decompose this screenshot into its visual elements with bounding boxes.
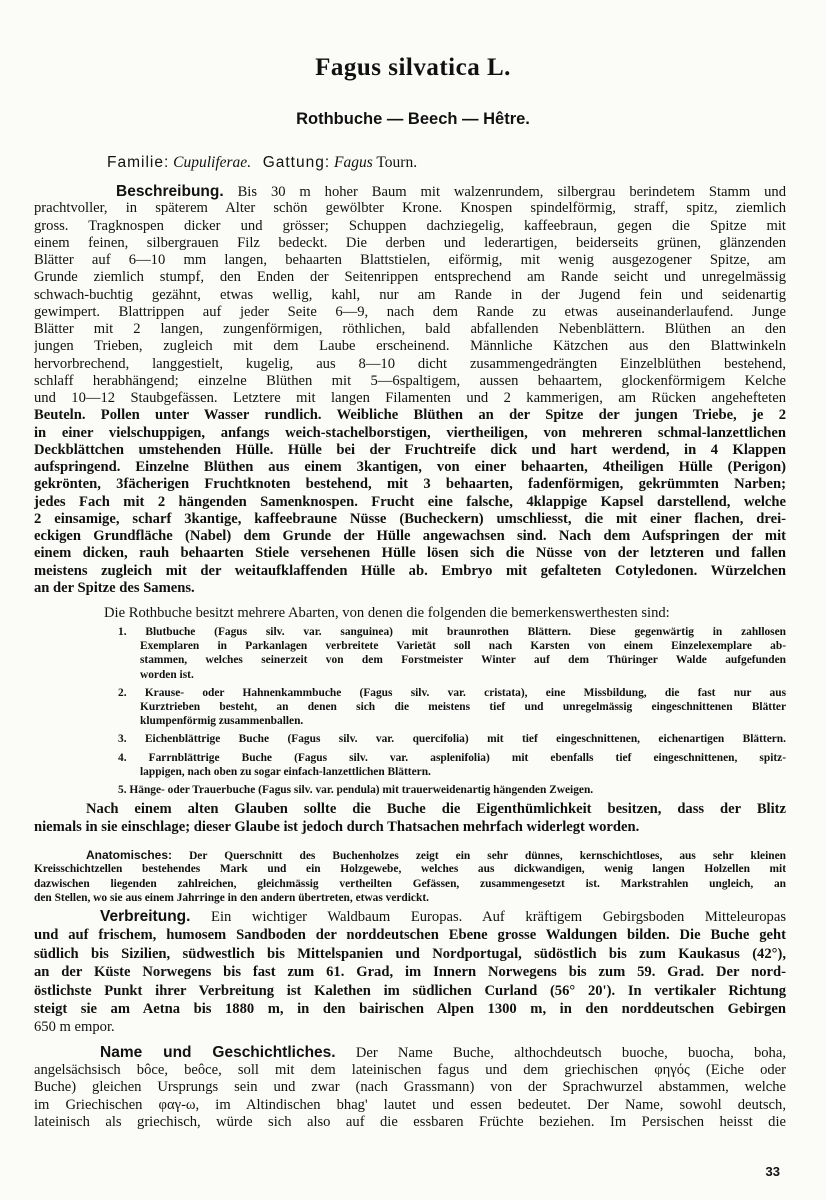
variety-item [118, 686, 786, 729]
genus-value: Fagus [334, 154, 373, 171]
anatomy-line: Kreisschichtzellen bestehendes Mark und ein Holzgewebe, welches aus dickwandigen, wenig langen Holzellen mit [34, 863, 786, 876]
page-number: 33 [765, 1164, 780, 1179]
variety-line: 2. Krause- oder Hahnenkammbuche (Fagus silv. var. cristata), eine Missbildung, die fast nur aus [118, 686, 786, 699]
genus-author: Tourn. [376, 154, 418, 171]
description-line: Blätter mit 2 langen, zungenförmigen, röthlichen, bald abfallenden Nebenblättern. Blüthen an den [34, 321, 786, 337]
description-line: schlaff herabhängend; einzelne Blüthen mit 5—6spaltigem, aussen behaartem, glockenförmigem Kelche [34, 372, 786, 389]
variety-line: 3. Eichenblättrige Buche (Fagus silv. var. quercifolia) mit tief eingeschnittenen, eichenartigen Blättern. [118, 733, 786, 746]
distribution-line: Verbreitung. Ein wichtiger Waldbaum Europas. Auf kräftigem Gebirgsboden Mitteleuropas [100, 908, 786, 925]
variety-item [118, 732, 786, 746]
anatomy-heading: Anatomisches: [86, 848, 173, 862]
history-line: Buche) gleichen Ursprungs sein und zwar (nach Grassmann) von der Sprachwurzel abstammen, welche [34, 1079, 786, 1096]
history-line: im Griechischen φαγ-ω, im Altindischen bhag' lautet und essen bedeutet. Der Name, sowohl deutsch, [34, 1096, 786, 1113]
description-line: eckigen Grundfläche (Nabel) dem Grunde der Hülle angewachsen sind. Nach dem Aufspringen der mit [34, 528, 786, 544]
common-names: Rothbuche — Beech — Hêtre. [296, 110, 530, 128]
description-line: hervorbrechend, langgestielt, kugelig, aus 8—10 dicht zusammengedrängten Einzelblüthen bestehend, [34, 355, 786, 372]
belief-line: niemals in sie einschlage; dieser Glaube ist jedoch durch Thatsachen mehrfach widerlegt worden. [34, 819, 640, 835]
belief-line: Nach einem alten Glauben sollte die Buche die Eigenthümlichkeit besitzen, dass der Blitz [86, 801, 786, 817]
varieties-intro [34, 604, 786, 622]
page-title: Fagus silvatica L. [315, 54, 511, 81]
varieties-intro-text: Die Rothbuche besitzt mehrere Abarten, von denen die folgenden die bemerkenswerthesten sind: [104, 605, 670, 621]
variety-item [118, 783, 786, 797]
variety-line: klumpenförmig zusammenballen. [140, 715, 304, 728]
distribution-line: und auf frischem, humosem Sandboden der norddeutschen Ebene grosse Waldungen bilden. Die Buche geht [34, 927, 786, 944]
distribution-line: östlichste Punkt ihrer Verbreitung ist Kalethen im südlichen Curland (56° 20'). In vertikaler Richtung [34, 982, 786, 999]
description-line: einem dicken, rauh behaarten Stiele versehenen Hülle lösen sich die Nüsse von der letzteren und fallen [34, 545, 786, 562]
description-line: Blätter auf 6—10 mm langen, behaarten Blattstielen, eiförmig, mit wenig ausgezogener Spitze, am [34, 252, 786, 268]
family-line [107, 154, 417, 172]
description-line: prachtvoller, in späterem Alter schön gewölbter Krone. Knospen spindelförmig, straff, spitz, ziemlich [34, 200, 786, 217]
description-line: Beuteln. Pollen unter Wasser rundlich. Weibliche Blüthen an der Spitze der jungen Triebe, je 2 [34, 407, 786, 424]
description-line: 2 einsamige, scharf 3kantige, kaffeebraune Nüsse (Bucheckern) umschliesst, die mit einer flachen, drei- [34, 510, 786, 527]
varieties-list [118, 625, 786, 801]
variety-line: Exemplaren in Parkanlagen verbreitete Varietät soll nach Karsten von einem Einzelexemplare ab- [140, 640, 786, 653]
anatomy-line: dazwischen liegenden zahlreichen, gleichmässig vertheilten Gefässen, zusammengesetzt ist. Markstrahlen ungleich, an [34, 877, 786, 890]
description-section [34, 183, 786, 597]
variety-line: 1. Blutbuche (Fagus silv. var. sanguinea) mit braunrothen Blättern. Diese gegenwärtig in zahllosen [118, 626, 786, 638]
description-line: meistens zugleich mit der weitaufklaffenden Hülle ab. Embryo mit gefalteten Cotyledonen. Würzelchen [34, 562, 786, 579]
anatomy-line: Anatomisches: Der Querschnitt des Buchenholzes zeigt ein sehr dünnes, kernschichtloses, aus sehr kleinen [86, 848, 786, 862]
variety-line: worden ist. [140, 668, 194, 681]
distribution-line: steigt sie am Aetna bis 1880 m, in den bairischen Alpen 1300 m, in den norddeutschen Gebirgen [34, 1000, 786, 1017]
variety-line: 5. Hänge- oder Trauerbuche (Fagus silv. var. pendula) mit trauerweidenartig hängenden Zweigen. [118, 783, 594, 796]
family-value: Cupuliferae. [173, 154, 252, 171]
description-line: einem feinen, silbergrauen Filz bedeckt. Die derben und lederartigen, beiderseits grünen, glänzenden [34, 234, 786, 251]
description-line: und 10—12 Staubgefässen. Letztere mit langen Filamenten und 2 kammerigen, am Rücken angehefteten [34, 390, 786, 406]
anatomy-section [34, 848, 786, 906]
description-line: schwach-buchtig gezähnt, etwas wellig, kahl, nur am Rande in der Jugend fein und seidenartig [34, 286, 786, 303]
anatomy-line: den Stellen, wo sie aus einem Jahrringe in den andern übertreten, etwas verdickt. [34, 892, 429, 905]
distribution-heading: Verbreitung. [100, 908, 191, 925]
history-line: lateinisch als griechisch, würde sich also auf die essbaren Früchte beziehen. Im Persischen heisst die [34, 1114, 786, 1131]
distribution-section [34, 908, 786, 1037]
description-line: aufspringend. Einzelne Blüthen aus einem 3kantigen, von einer behaarten, 4theiligen Hülle (Perigon) [34, 459, 786, 475]
description-line: Grunde ziemlich stumpf, den Enden der Seitenrippen entsprechend am Rande seicht und unregelmässig [34, 269, 786, 286]
description-line: gross. Tragknospen dicker und grösser; Schuppen dachziegelig, kaffeebraun, gegen die Spitze mit [34, 217, 786, 234]
description-line: jedes Fach mit 2 hängenden Samenknospen. Frucht eine falsche, 4klappige Kapsel darstellend, welche [34, 493, 786, 510]
belief-section [34, 800, 786, 836]
distribution-line: südlich bis Sizilien, südwestlich bis Mittelspanien und Nordportugal, südöstlich bis zum Kaukasus (42°), [34, 945, 786, 962]
variety-line: lappigen, nach oben zu sogar einfach-lanzettlichen Blättern. [140, 765, 431, 778]
distribution-line: 650 m empor. [34, 1019, 115, 1036]
variety-item [118, 625, 786, 682]
distribution-line: an der Küste Norwegens bis fast zum 61. Grad, im Innern Norwegens bis zum 59. Grad. Der nord- [34, 964, 786, 981]
history-line: angelsächsisch bôce, beôce, soll mit dem lateinischen fagus und dem griechischen φηγός (Eiche oder [34, 1061, 786, 1078]
description-line: an der Spitze des Samens. [34, 579, 195, 596]
description-line: jungen Trieben, zugleich mit dem Laube erscheinend. Männliche Kätzchen aus den Blattwinkeln [34, 338, 786, 355]
description-line: in einer vielschuppigen, anfangs weich-stachelborstigen, viertheiligen, von mehreren schmal-lanzettlichen [34, 424, 786, 441]
description-line: Deckblättchen umstehenden Hülle. Hülle bei der Fruchtreife dick und hart werdend, in 4 Klappen [34, 441, 786, 458]
variety-line: stammen, welches seinerzeit von dem Forstmeister Winter auf dem Thüringer Walde aufgefunden [140, 654, 786, 667]
description-line: gekrönten, 3fächerigen Fruchtknoten bestehend, mit 3 behaarten, fadenförmigen, gekrümmten Narben; [34, 476, 786, 493]
history-section [34, 1044, 786, 1132]
history-heading: Name und Geschichtliches. [100, 1044, 336, 1061]
description-line: gewimpert. Blattrippen auf jeder Seite 6—9, nach dem Rande zu etwas auseinanderlaufend. Junge [34, 303, 786, 320]
variety-line: Kurztrieben besteht, an denen sich die meistens tief und unregelmässig eingeschnittenen Blätter [140, 700, 786, 713]
genus-label: Gattung: [262, 154, 331, 171]
history-line: Name und Geschichtliches. Der Name Buche, althochdeutsch buoche, buocha, boha, [100, 1044, 786, 1061]
description-heading: Beschreibung. [116, 183, 224, 200]
family-label: Familie: [107, 154, 170, 171]
variety-item [118, 751, 786, 779]
variety-line: 4. Farrnblättrige Buche (Fagus silv. var. asplenifolia) mit ebenfalls tief eingeschnittenen, spitz- [118, 751, 786, 764]
description-line: Beschreibung. Bis 30 m hoher Baum mit walzenrundem, silbergrau berindetem Stamm und [116, 183, 786, 200]
